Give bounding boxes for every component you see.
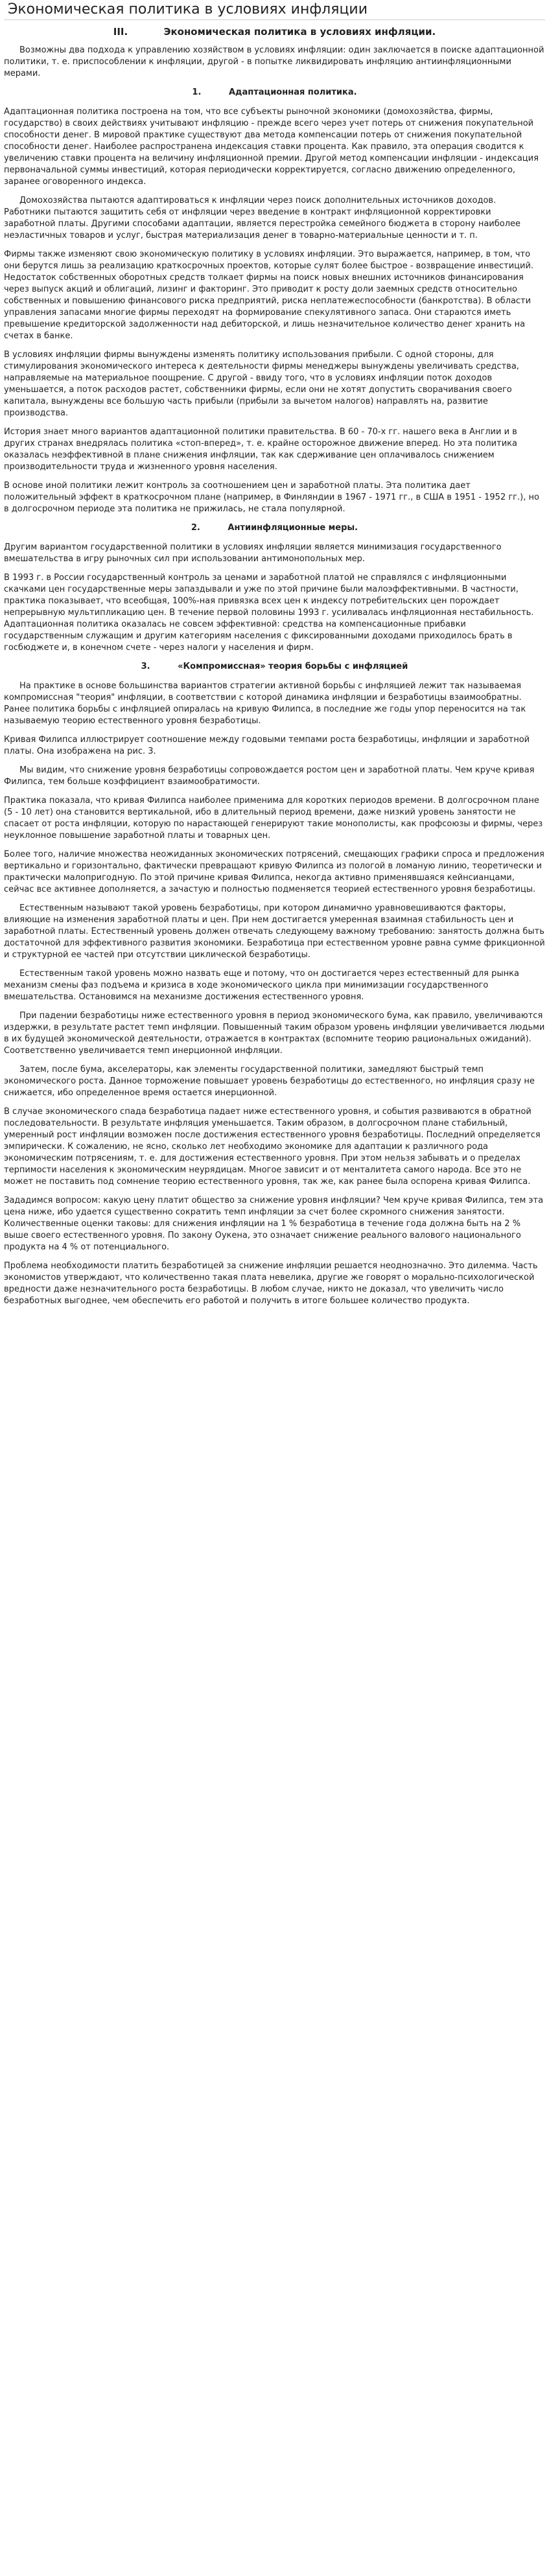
paragraph: Домохозяйства пытаются адаптироваться к инфляции через поиск дополнительных источников доходов. Работники пытаются защитить себя от инфляции через введение в контракт инфляционной корректировки заработной платы. Другими способами адаптации, является перестройка семейного бюджета в сторону наиболее неэластичных товаров и услуг, быстрая материализация денег в товарно-материальные ценности и т. п. bbox=[4, 196, 521, 240]
chapter-number: III. bbox=[113, 26, 128, 38]
paragraph: Зададимся вопросом: какую цену платит общество за снижение уровня инфляции? Чем круче кривая Филипса, тем эта цена ниже, ибо удается существенно сократить темп инфляции за счет более скромного снижения занятости. Количественные оценки таковы: для снижения инфляции на 1 % безработица в течение года должна быть на 2 % выше своего естественного уровня. По закону Оукена, это означает снижение реального валового национального продукта на 4 % от потенциального. bbox=[4, 1196, 544, 1252]
section-heading-3 bbox=[4, 661, 545, 673]
paragraph: Естественным называют такой уровень безработицы, при котором динамично уравновешиваются факторы, влияющие на изменения заработной платы и цен. При нем достигается умеренная взаимная стабильность цен и заработной платы. Естественный уровень должен отвечать следующему важному требованию: занятость должна быть достаточной для эффективного развития экономики. Безработица при естественном уровне равна сумме фрикционной и структурной ее частей при отсутствии циклической безработицы. bbox=[4, 903, 545, 960]
section-title: Адаптационная политика. bbox=[228, 87, 357, 97]
paragraph: Адаптационная политика построена на том, что все субъекты рыночной экономики (домохозяйства, фирмы, государство) в своих действиях учитывают инфляцию - прежде всего через учет потерь от снижения покупательной способности денег. В мировой практике существуют два метода компенсации потерь от снижения покупательной способности денег. Наиболее распространена индексация ставки процента. Как правило, эта операция сводится к увеличению ставки процента на величину инфляционной премии. Другой метод компенсации инфляции - индексация первоначальной суммы инвестиций, которая периодически корректируется, согласно движению определенного, заранее оговоренного индекса. bbox=[4, 107, 539, 187]
paragraph: В 1993 г. в России государственный контроль за ценами и заработной платой не справлялся с инфляционными скачками цен государственные меры запаздывали и уже по этой причине были малоэффективными. В частности, практика показывает, что всеобщая, 100%-ная привязка всех цен к индексу потребительских цен порождает непрерывную мультипликацию цен. В течение первой половины 1993 г. усиливалась инфляционная нестабильность. Адаптационная политика оказалась не совсем эффективной: средства на компенсационные прибавки государственным служащим и другим категориям населения с фиксированными доходами приходилось брать в госбюджете и, в конечном счете - через налоги у населения и фирм. bbox=[4, 573, 534, 653]
paragraph: Проблема необходимости платить безработицей за снижение инфляции решается неоднозначно. Это дилемма. Часть экономистов утверждают, что количественно такая плата невелика, другие же говорят о морально-психологической вредности даже незначительного роста безработицы. В любом случае, никто не доказал, что увеличить число безработных выгоднее, чем обеспечить его работой и получить в итоге большее количество продукта. bbox=[4, 1261, 538, 1306]
section-heading-1 bbox=[4, 87, 545, 99]
chapter-heading bbox=[4, 25, 545, 38]
paragraph: История знает много вариантов адаптационной политики правительства. В 60 - 70-х гг. нашего века в Англии и в других странах внедрялась политика «стоп-вперед», т. е. крайне осторожное движение вперед. Но эта политика оказалась неэффективной в плане снижения инфляции, так как сдерживание цен оплачивалось снижением производительности труда и жизненного уровня населения. bbox=[4, 427, 517, 472]
paragraph: Практика показала, что кривая Филипса наиболее применима для коротких периодов времени. В долгосрочном плане (5 - 10 лет) она становится вертикальной, ибо в длительный период времени, даже низкий уровень занятости не спасает от роста инфляции, которую по нарастающей генерируют такие монополисты, как профсоюзы и фирмы, через неуклонное повышение заработной платы и товарных цен. bbox=[4, 796, 543, 841]
section-title: Антиинфляционные меры. bbox=[228, 523, 358, 533]
document-title: Экономическая политика в условиях инфляции bbox=[4, 0, 545, 20]
section-title: «Компромиссная» теория борьбы с инфляцией bbox=[178, 662, 408, 671]
paragraph: В основе иной политики лежит контроль за соотношением цен и заработной платы. Эта политика дает положительный эффект в краткосрочном плане (например, в Финляндии в 1967 - 1971 гг., в США в 1951 - 1952 гг.), но в долгосрочном периоде эта политика не прижилась, не стала популярной. bbox=[4, 481, 539, 514]
paragraph: Фирмы также изменяют свою экономическую политику в условиях инфляции. Это выражается, например, в том, что они берутся лишь за реализацию краткосрочных проектов, которые сулят более быстрое - возвращение инвестиций. Недостаток собственных оборотных средств толкает фирмы на поиск новых внешних источников финансирования через выпуск акций и облигаций, лизинг и факторинг. Это приводит к росту доли заемных средств относительно собственных и повышению финансового риска предприятий, риска неплатежеспособности (банкротства). В области управления запасами многие фирмы переходят на формирование спекулятивного запаса. Они стараются иметь превышение кредиторской задолженности над дебиторской, и лишь незначительное количество денег хранить на счетах в банке. bbox=[4, 249, 534, 341]
chapter-title: Экономическая политика в условиях инфляции. bbox=[163, 26, 436, 38]
section-heading-2 bbox=[4, 522, 545, 534]
section-number: 3. bbox=[141, 662, 150, 671]
paragraph: Затем, после бума, акселераторы, как элементы государственной политики, замедляют быстрый темп экономического роста. Данное торможение повышает уровень безработицы до естественного, но инфляция сразу не снижается, ибо определенное время остается инерционной. bbox=[4, 1065, 535, 1098]
paragraph: Естественным такой уровень можно назвать еще и потому, что он достигается через естественный для рынка механизм смены фаз подъема и кризиса в ходе экономического цикла при минимизации государственного вмешательства. Остановимся на механизме достижения естественного уровня. bbox=[4, 969, 519, 1002]
paragraph: Более того, наличие множества неожиданных экономических потрясений, смещающих графики спроса и предложения вертикально и горизонтально, фактически превращают кривую Филипса из пологой в ломаную линию, теоретически и практически малопригодную. По этой причине кривая Филипса, некогда активно применявшаяся кейнсианцами, сейчас все активнее дополняется, а зачастую и полностью подменяется теорией естественного уровня безработицы. bbox=[4, 850, 544, 894]
section-number: 1. bbox=[192, 87, 202, 97]
paragraph: При падении безработицы ниже естественного уровня в период экономического бума, как правило, увеличиваются издержки, в результате растет темп инфляции. Повышенный таким образом уровень инфляции увеличивается людьми в их будущей экономической деятельности, отражается в контрактах (вспомните теорию рациональных ожиданий). Соответственно увеличивается темп инерционной инфляции. bbox=[4, 1011, 545, 1056]
paragraph: В условиях инфляции фирмы вынуждены изменять политику использования прибыли. С одной стороны, для стимулирования экономического интереса к деятельности фирмы менеджеры вынуждены увеличивать средства, направляемые на материальное поощрение. С другой - ввиду того, что в условиях инфляции поток доходов уменьшается, а поток расходов растет, собственники фирмы, если они не хотят допустить сворачивания своего капитала, вынуждены все большую часть прибыли (прибыли за вычетом налогов) направлять на, развитие производства. bbox=[4, 350, 519, 418]
paragraph: Кривая Филипса иллюстрирует соотношение между годовыми темпами роста безработицы, инфляции и заработной платы. Она изображена на рис. 3. bbox=[4, 735, 530, 756]
paragraph: На практике в основе большинства вариантов стратегии активной борьбы с инфляцией лежит так называемая компромиссная "теория" инфляции, в соответствии с которой динамика инфляции и безработицы взаимообратны. Ранее политика борьбы с инфляцией опиралась на кривую Филипса, в последние же годы упор переносится на так называемую теорию естественного уровня безработицы. bbox=[4, 681, 526, 726]
section-number: 2. bbox=[191, 523, 200, 533]
intro-paragraph: Возможны два подхода к управлению хозяйством в условиях инфляции: один заключается в поиске адаптационной политики, т. е. приспособлении к инфляции, другой - в попытке ликвидировать инфляцию антиинфляционными мерами. bbox=[4, 45, 544, 78]
paragraph: В случае экономического спада безработица падает ниже естественного уровня, и события развиваются в обратной последовательности. В результате инфляция уменьшается. Таким образом, в долгосрочном плане стабильный, умеренный рост инфляции возможен после достижения естественного уровня безработицы. Последний определяется эмпирически. К сожалению, не ясно, сколько лет необходимо экономике для адаптации к различного рода экономическим потрясениям, т. е. для достижения естественного уровня. При этом нельзя забывать и о пределах терпимости населения к экономическим неурядицам. Многое зависит и от менталитета самого народа. Все это не может не поставить под сомнение теорию естественного уровня, так же, как ранее была оспорена кривая Филипса. bbox=[4, 1107, 541, 1187]
paragraph: Мы видим, что снижение уровня безработицы сопровождается ростом цен и заработной платы. Чем круче кривая Филипса, тем больше коэффициент взаимообратимости. bbox=[4, 765, 535, 787]
paragraph: Другим вариантом государственной политики в условиях инфляции является минимизация государственного вмешательства в игру рыночных сил при использовании антимонопольных мер. bbox=[4, 542, 502, 564]
